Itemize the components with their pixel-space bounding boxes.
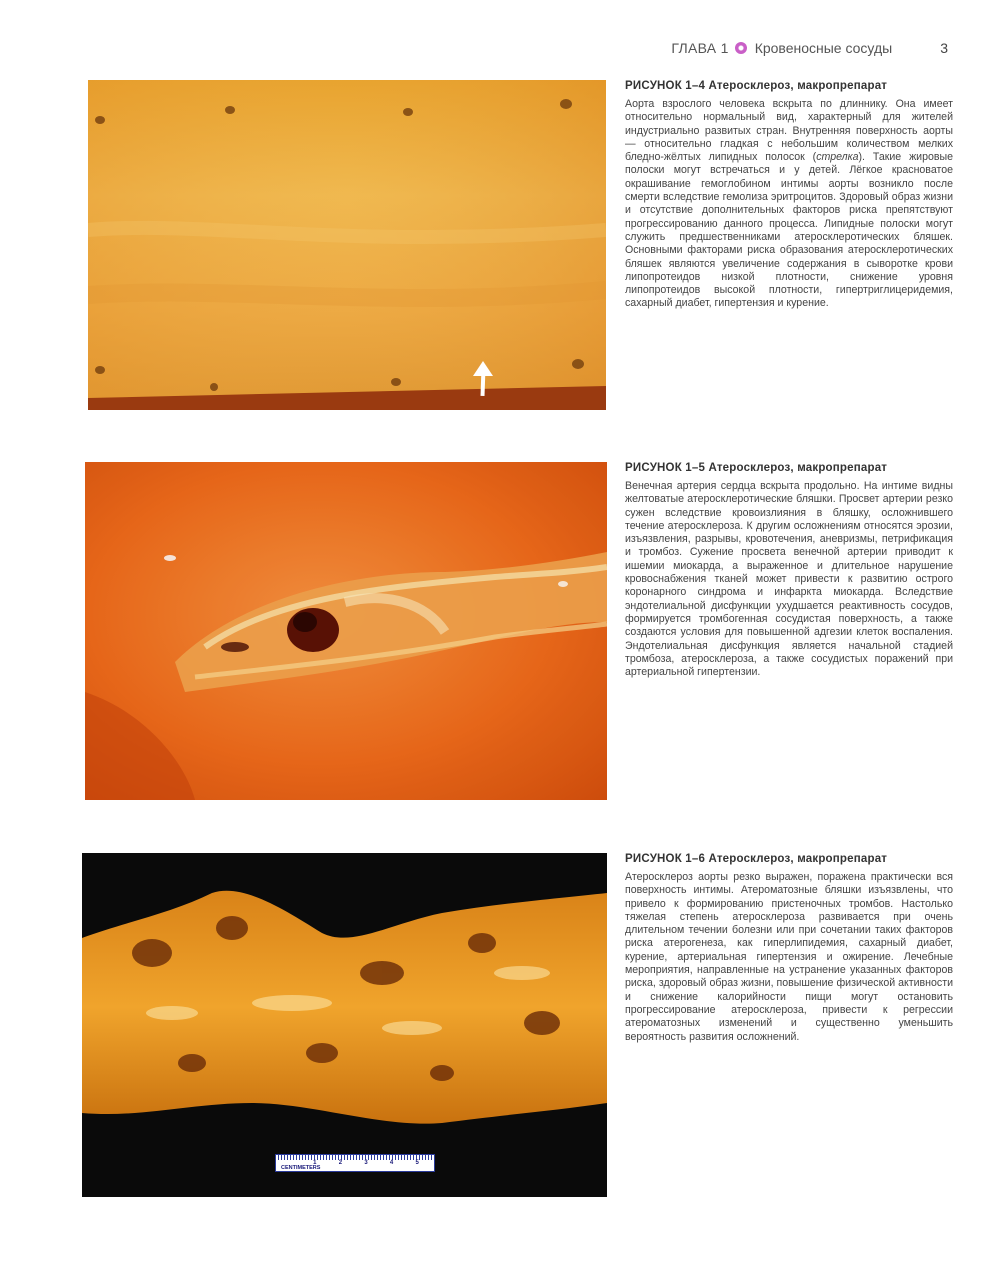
figure-1-4-photo: [88, 80, 606, 410]
ruler-tick-4: 4: [389, 1160, 394, 1166]
ruler-unit: CENTIMETERS: [281, 1165, 321, 1171]
figure-1-6-text: Атеросклероз аорты резко выражен, поражена практически вся поверхность интимы. Атероматозные бляшки изъязвлены, что привело к формированию пристеночных тромбов. Настолько тяжелая степень атеросклероза развивается при очень длительном течении болезни или при сочетании таких факторов риска атерогенеза, как гиперлипидемия, сахарный диабет, курение, артериальная гипертензия и ожирение. Лечебные мероприятия, направленные на устранение указанных факторов риска, здоровый образ жизни, повышение физической активности и снижение калорийности пищи могут остановить прогрессирование атеросклероза, привести к регрессии атероматозных изменений и существенно уменьшить вероятность развития осложнений.: [625, 871, 953, 1043]
figure-1-6-title: РИСУНОК 1–6 Атеросклероз, макропрепарат: [625, 853, 888, 865]
figure-1-4-text: Аорта взрослого человека вскрыта по длиннику. Она имеет относительно нормальный вид, характерный для жителей индустриально развитых стран. Внутренняя поверхность аорты — относительно гладкая с небольшим количеством мелких бледно-жёлтых липидных полосок (стрелка). Такие жировые полоски могут встречаться и у детей. Лёгкое красноватое окрашивание гемоглобином интимы аорты возникло после смерти вследствие гемолиза эритроцитов. Здоровый образ жизни и отсутствие дополнительных факторов риска препятствуют прогрессированию данного процесса. Липидные полоски могут служить предшественниками атеросклеротических бляшек. Основными факторами риска образования атеросклеротических бляшек являются увеличение содержания в сыворотке крови липопротеидов низкой плотности, снижение уровня липопротеидов высокой плотности, гипертриглицеридемия, сахарный диабет, гипертензия и курение.: [625, 98, 953, 310]
scale-ruler: [275, 1154, 435, 1172]
page-number: 3: [940, 40, 948, 56]
ruler-tick-3: 3: [364, 1160, 368, 1166]
figure-1-6-caption: [625, 853, 953, 1044]
ruler-tick-2: 2: [338, 1160, 343, 1166]
figure-1-4-caption: [625, 80, 953, 311]
figure-1-5-caption: [625, 462, 953, 679]
figure-1-4-title: РИСУНОК 1–4 Атеросклероз, макропрепарат: [625, 80, 888, 92]
figure-1-6-photo: [82, 853, 607, 1197]
ruler-tick-5: 5: [415, 1160, 419, 1166]
chapter-label: ГЛАВА 1: [671, 40, 729, 56]
ruler-tick-1: 1: [313, 1160, 317, 1166]
figure-1-5-text: Венечная артерия сердца вскрыта продольно. На интиме видны желтоватые атеросклеротические бляшки. Просвет артерии резко сужен вследствие кровоизлияния в бляшку, осложнившего течение атеросклероза. К другим осложнениям относятся эрозии, изъязвления, разрывы, кровотечения, аневризмы, петрификация и тромбоз. Сужение просвета венечной артерии приводит к ишемии миокарда, а выраженное и длительное нарушение кровоснабжения тканей может привести к развитию острого коронарного синдрома и инфаркта миокарда. Вследствие эндотелиальной дисфункции ухудшается реактивность сосудов, формируется тромбогенная сосудистая поверхность, а также создаются условия для повышенной адгезии клеток воспаления. Эндотелиальная дисфункция является начальной стадией тромбоза, атеросклероза, а также сосудистых поражений при артериальной гипертензии.: [625, 480, 953, 679]
figure-1-5-title: РИСУНОК 1–5 Атеросклероз, макропрепарат: [625, 462, 888, 474]
figure-1-5-photo: [85, 462, 607, 800]
bullet-icon: [735, 42, 747, 54]
arrow-reference: стрелка: [816, 151, 859, 164]
page-header: [600, 38, 948, 58]
section-title: Кровеносные сосуды: [754, 40, 893, 56]
